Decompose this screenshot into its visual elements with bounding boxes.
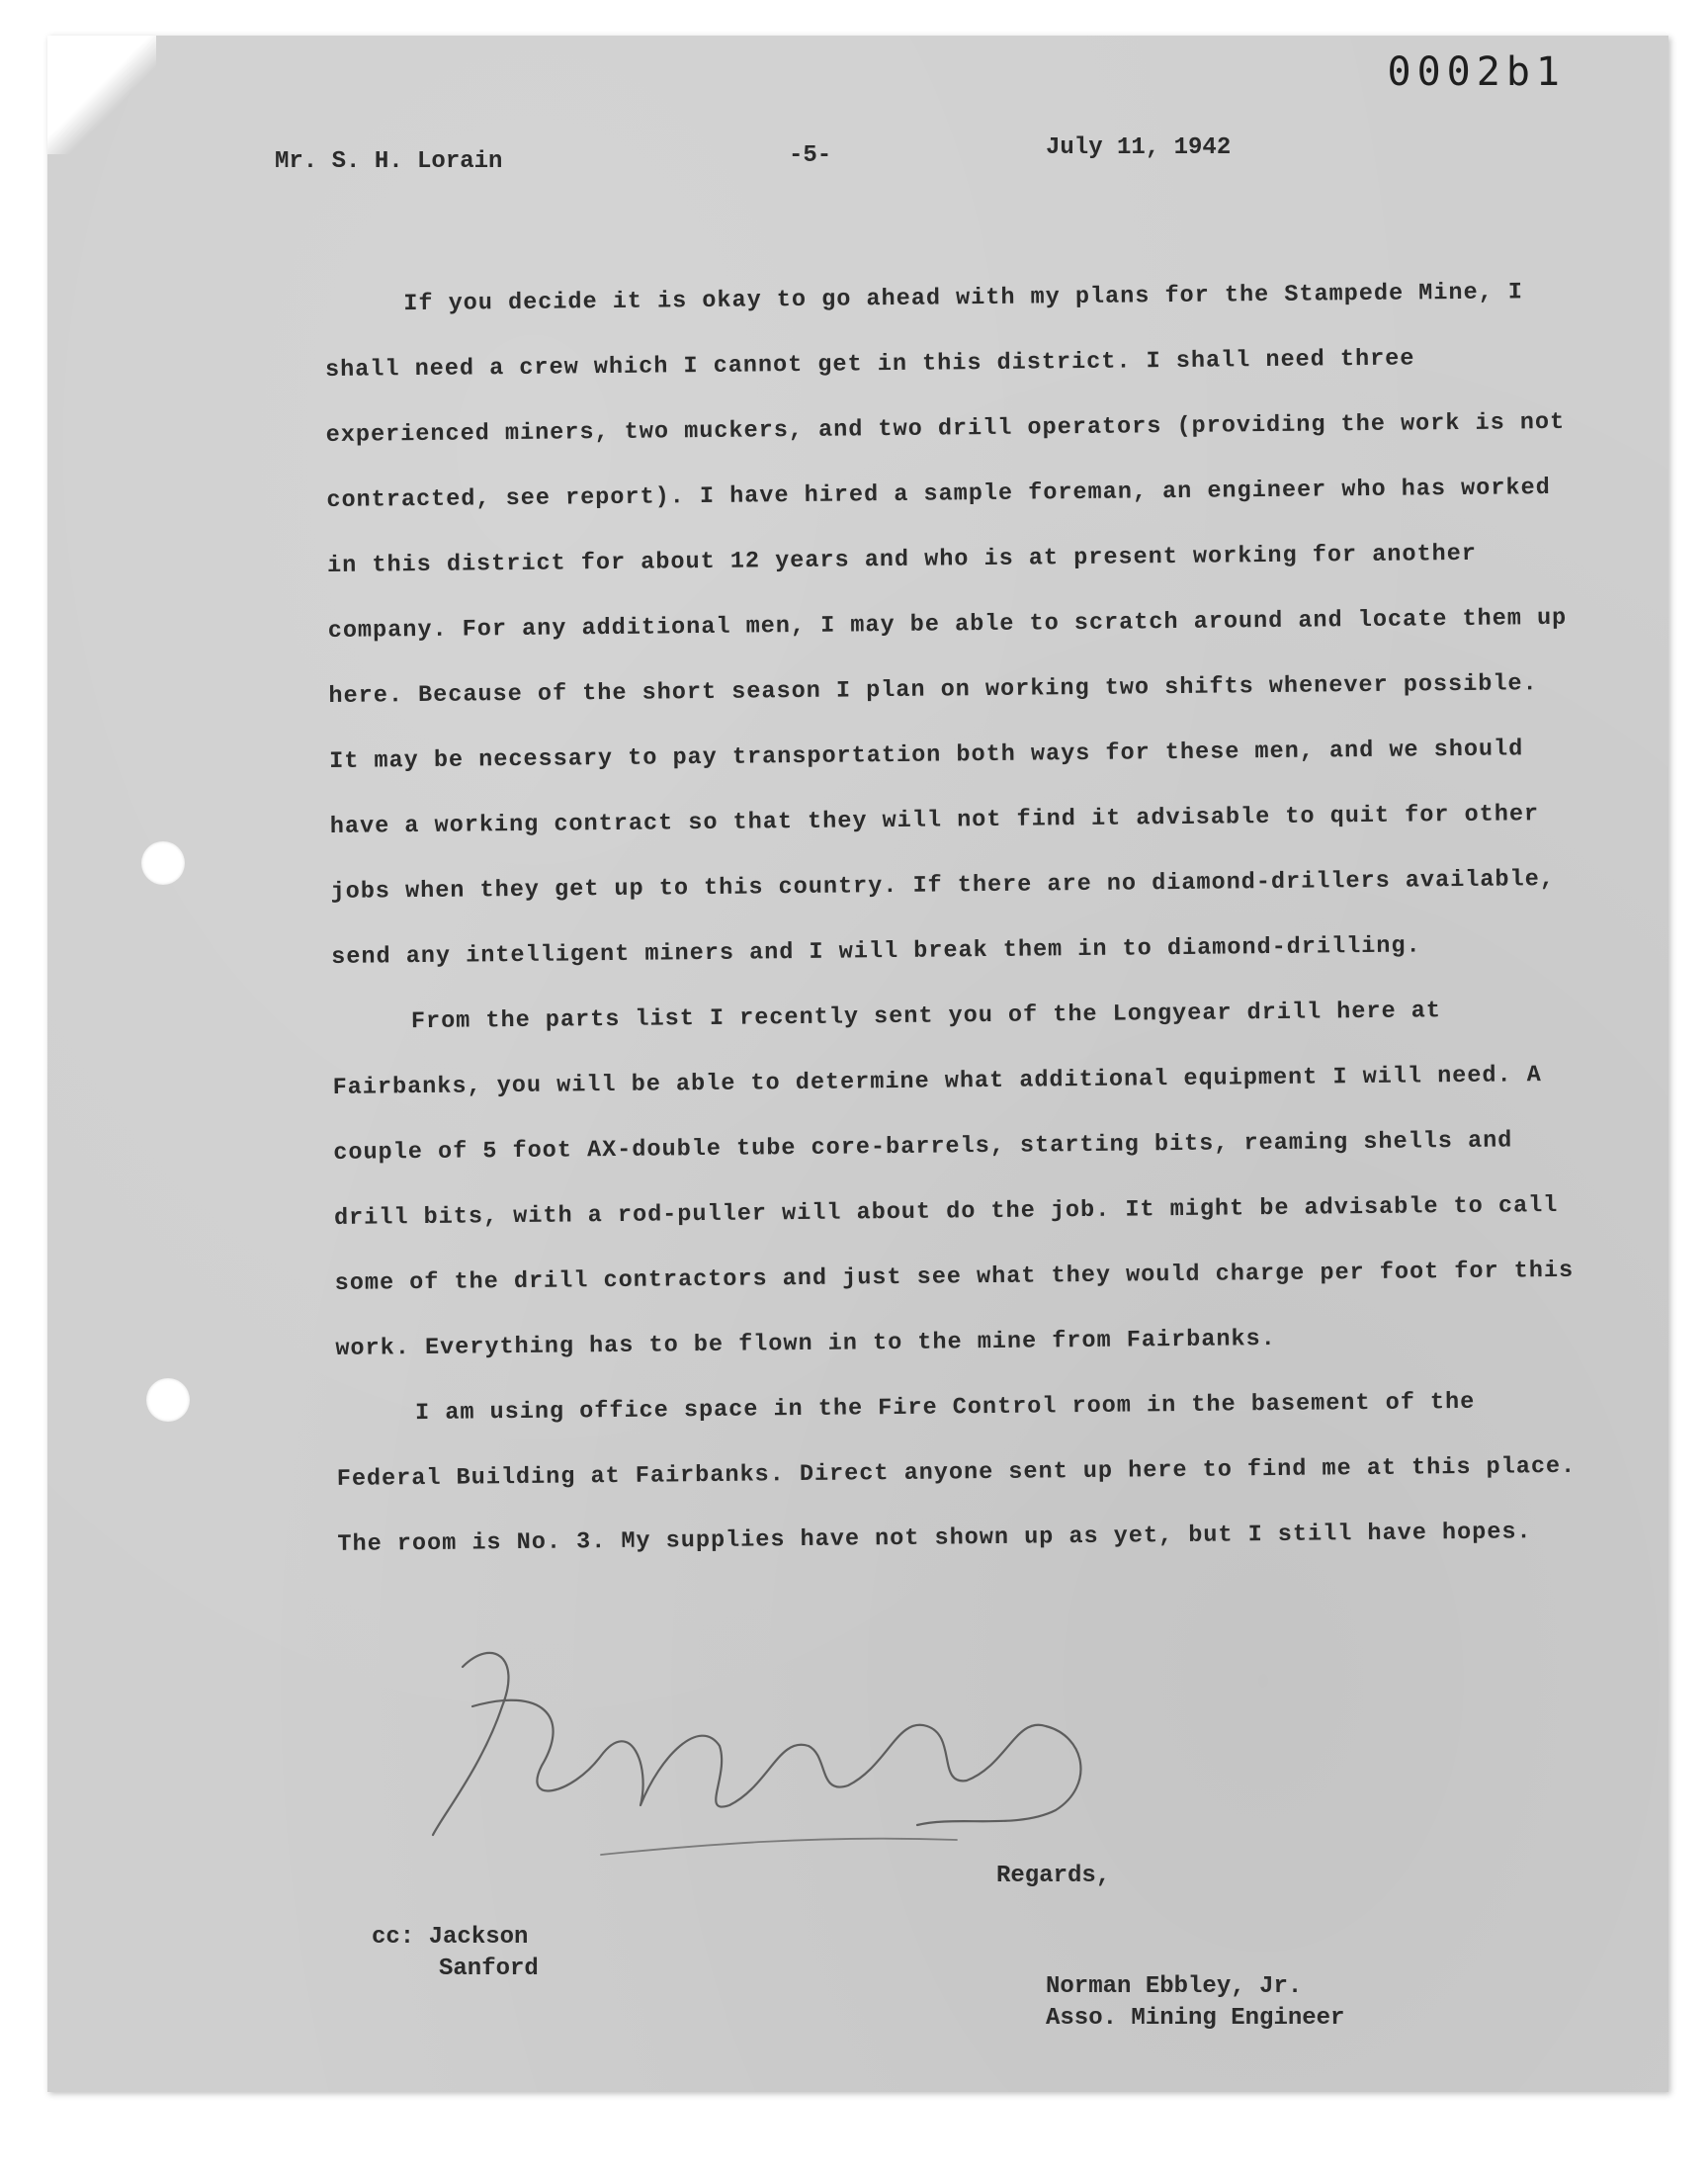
paragraph-1: If you decide it is okay to go ahead with my plans for the Stampede Mine, I shall need a crew which I cannot get in this district. I shall need three experienced miners, two muckers, and two drill operators (providing the work is not contracted, see report). I have hired a sample foreman, an engineer who has worked in this district for about 12 years and who is at present working for another company. For any additional men, I may be able to scratch around and locate them up here. Because of the short season I plan on working two shifts whenever possible. It may be necessary to pay transportation both ways for these men, and we should have a working contract so that they will not find it advisable to quit for other jobs when they get up to this country. If there are no diamond-drillers available, send any intelligent miners and I will break them in to diamond-drilling. bbox=[324, 279, 1568, 971]
cc-list bbox=[372, 1922, 539, 1985]
cc-label: cc: bbox=[372, 1924, 415, 1951]
punch-hole-top bbox=[141, 841, 185, 885]
header-date: July 11, 1942 bbox=[1046, 134, 1232, 161]
cc-name: Jackson bbox=[428, 1924, 529, 1951]
signer-title: Asso. Mining Engineer bbox=[1046, 2005, 1345, 2032]
handwritten-signature bbox=[403, 1598, 1174, 1894]
paragraph-2: From the parts list I recently sent you of the Longyear drill here at Fairbanks, you will be able to determine what additional equipment I will need. A couple of 5 foot AX-double tube core-barrels, starting bits, reaming shells and drill bits, with a rod-puller will about do the job. It might be advisable to call some of the drill contractors and just see what they would charge per foot for this work. Everything has to be flown in to the mine from Fairbanks. bbox=[332, 998, 1575, 1362]
document-id-stamp: 0002b1 bbox=[1387, 49, 1566, 95]
paragraph-3: I am using office space in the Fire Control room in the basement of the Federal Building at Fairbanks. Direct anyone sent up here to find me at this place. The room is No. 3. My supplies have not shown up as yet, but I still have hopes. bbox=[336, 1388, 1577, 1558]
signer-name: Norman Ebbley, Jr. bbox=[1046, 1973, 1303, 2000]
torn-corner bbox=[47, 36, 156, 154]
signature-block bbox=[1046, 1971, 1344, 2035]
punch-hole-bottom bbox=[146, 1378, 190, 1422]
letter-page bbox=[47, 36, 1668, 2092]
cc-name: Sanford bbox=[439, 1956, 539, 1982]
letter-header bbox=[275, 134, 1303, 182]
header-recipient: Mr. S. H. Lorain bbox=[275, 148, 503, 175]
closing: Regards, bbox=[996, 1863, 1111, 1889]
header-page-number: -5- bbox=[789, 142, 832, 169]
letter-body bbox=[324, 260, 1583, 1578]
